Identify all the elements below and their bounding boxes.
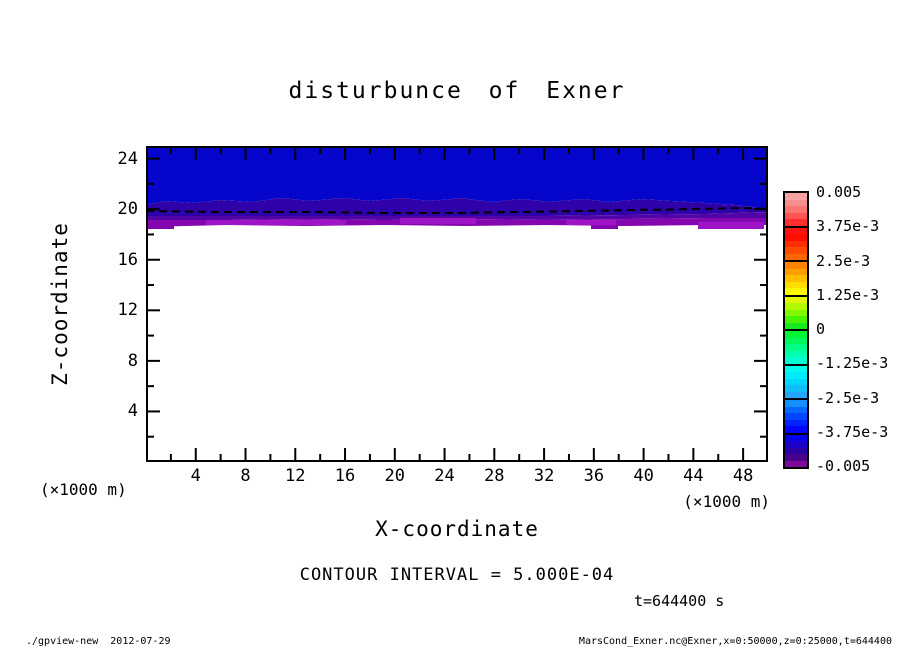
x-tick-label: 44 — [683, 466, 704, 486]
colorbar-block — [785, 398, 807, 433]
x-axis-unit: (×1000 m) — [683, 492, 770, 511]
colorbar-block — [785, 226, 807, 261]
colorbar-tick-label: 1.25e-3 — [816, 285, 880, 304]
colorbar — [783, 191, 809, 469]
light-purple-patch — [400, 218, 476, 224]
light-purple-patch — [566, 220, 616, 225]
x-axis-title: X-coordinate — [375, 517, 539, 541]
colorbar-block — [785, 364, 807, 399]
footer-program-date: ./gpview-new 2012-07-29 — [26, 636, 171, 647]
x-tick-label: 8 — [240, 466, 251, 486]
x-tick-label: 20 — [384, 466, 406, 486]
colorbar-tick-label: 3.75e-3 — [816, 217, 880, 236]
z-tick-label: 20 — [117, 199, 138, 220]
z-tick-label: 4 — [127, 401, 138, 422]
colorbar-tick-label: -3.75e-3 — [816, 422, 889, 441]
x-tick-label: 12 — [285, 466, 306, 486]
colorbar-tick-label: 2.5e-3 — [816, 251, 871, 270]
colorbar-tick-label: -0.005 — [816, 457, 871, 475]
y-axis-title: Z-coordinate — [48, 222, 72, 386]
x-tick-label: 28 — [484, 466, 505, 486]
x-tick-label: 36 — [583, 466, 605, 486]
z-tick-label: 24 — [117, 148, 138, 169]
chart-title: disturbunce of Exner — [288, 78, 626, 104]
z-tick-label: 12 — [117, 300, 138, 321]
x-tick-label: 48 — [732, 466, 754, 486]
plot-area — [146, 146, 768, 462]
colorbar-block — [785, 260, 807, 295]
x-tick-label: 4 — [190, 466, 201, 486]
plot-bands — [146, 146, 768, 229]
colorbar-step — [785, 461, 807, 468]
colorbar-block — [785, 295, 807, 330]
x-tick-label: 40 — [633, 466, 654, 486]
y-axis-unit: (×1000 m) — [40, 480, 127, 499]
light-purple-patch — [698, 222, 764, 229]
colorbar-block — [785, 193, 807, 226]
colorbar-block — [785, 329, 807, 364]
purple-notch — [146, 225, 174, 229]
colorbar-tick-label: -2.5e-3 — [816, 388, 880, 407]
x-tick-label: 32 — [533, 466, 555, 486]
purple-notch — [591, 225, 618, 229]
colorbar-tick-label: 0.005 — [816, 183, 862, 201]
colorbar-block — [785, 433, 807, 468]
colorbar-tick-label: -1.25e-3 — [816, 354, 889, 373]
z-tick-label: 8 — [127, 350, 138, 371]
contour-interval-note: CONTOUR INTERVAL = 5.000E-04 — [299, 565, 615, 585]
z-tick-label: 16 — [117, 249, 138, 270]
time-annotation: t=644400 s — [634, 592, 725, 610]
light-purple-patch — [206, 220, 346, 225]
colorbar-tick-label: 0 — [816, 320, 826, 338]
footer-data-source: MarsCond_Exner.nc@Exner,x=0:50000,z=0:25000,t=644400 — [578, 636, 892, 647]
x-tick-label: 24 — [434, 466, 455, 486]
x-tick-label: 16 — [334, 466, 356, 486]
